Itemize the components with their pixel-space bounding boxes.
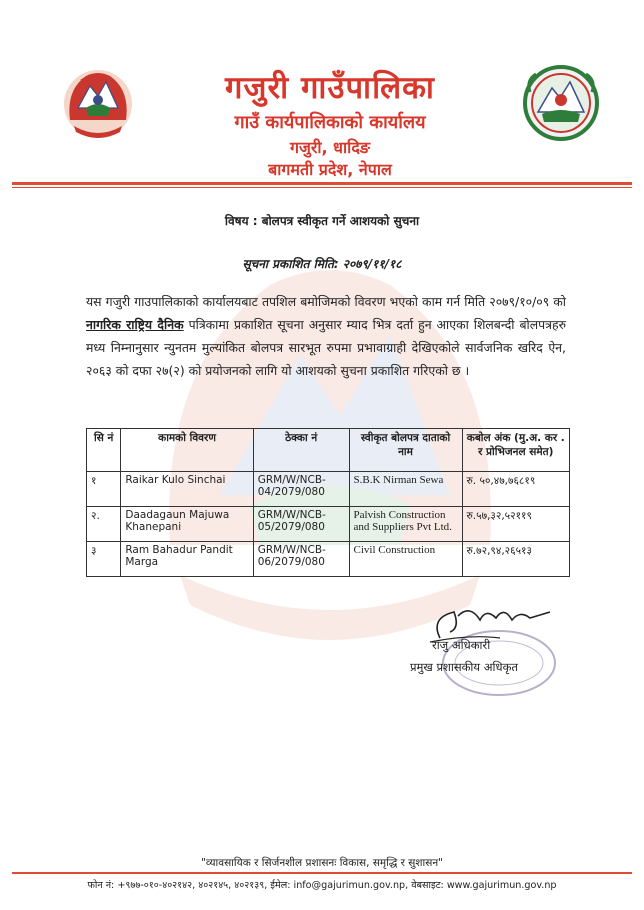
notice-body-part2: पत्रिकामा प्रकाशित सूचना अनुसार म्याद भित्र दर्ता हुन आएका शिलबन्दी बोलपत्रहरु मध्य निम्नानुसार न्युनतम मुल्यांकित बोलपत्र सारभूत रुपमा प्रभावाग्राही देखिएकोले सार्वजनिक खरिद ऐन, २०६३ को दफा २७(२) को प्रयोजनको लागि यो आशयको सुचना प्रकाशित गरिएको छ । bbox=[86, 317, 566, 378]
cell-contract: GRM/W/NCB-05/2079/080 bbox=[253, 507, 349, 542]
cell-serial: ३ bbox=[87, 542, 121, 577]
cell-work: Raikar Kulo Sinchai bbox=[121, 472, 253, 507]
cell-work: Daadagaun Majuwa Khanepani bbox=[121, 507, 253, 542]
cell-amount: रु.५७,३२,५२११९ bbox=[462, 507, 569, 542]
notice-body bbox=[86, 290, 566, 382]
header-rule bbox=[12, 182, 632, 185]
table-row bbox=[87, 542, 570, 577]
cell-work: Ram Bahadur Pandit Marga bbox=[121, 542, 253, 577]
cell-bidder: Civil Construction bbox=[349, 542, 462, 577]
signatory-title: प्रमुख प्रशासकीय अधिकृत bbox=[410, 660, 518, 674]
cell-bidder: Palvish Construction and Suppliers Pvt Ltd. bbox=[349, 507, 462, 542]
notice-body-part1: यस गजुरी गाउपालिकाको कार्यालयबाट तपशिल बमोजिमको विवरण भएको काम गर्न मिति २०७९/१०/०९ को bbox=[86, 294, 566, 309]
municipality-logo-icon bbox=[520, 62, 602, 144]
cell-bidder: S.B.K Nirman Sewa bbox=[349, 472, 462, 507]
footer-motto: "व्यावसायिक र सिर्जनशील प्रशासनः विकास, समृद्धि र सुशासन" bbox=[201, 857, 443, 869]
notice-subject: विषय : बोलपत्र स्वीकृत गर्ने आशयको सुचना bbox=[224, 214, 420, 228]
cell-amount: रु. ५०,४७,७६८१९ bbox=[462, 472, 569, 507]
cell-contract: GRM/W/NCB-04/2079/080 bbox=[253, 472, 349, 507]
col-serial-header: सि नं bbox=[87, 429, 121, 472]
nepal-emblem-icon bbox=[56, 60, 140, 144]
office-location: गजुरी, धादिङ bbox=[289, 138, 371, 157]
signatory-name: राजु अधिकारी bbox=[432, 638, 491, 652]
col-amount-header: कबोल अंक (मु.अ. कर . र प्रोभिजनल समेत) bbox=[462, 429, 569, 472]
cell-serial: १ bbox=[87, 472, 121, 507]
col-contract-header: ठेक्का नं bbox=[253, 429, 349, 472]
bid-table bbox=[86, 428, 570, 577]
office-name: गाउँ कार्यपालिकाको कार्यालय bbox=[234, 112, 426, 133]
col-work-header: कामको विवरण bbox=[121, 429, 253, 472]
footer-contact: फोन नं: +९७७-०१०-४०२१४२, ४०२१४५, ४०२१३९, ईमेल: info@gajurimun.gov.np, वेबसाइट: www.gajurimun.gov.np bbox=[87, 880, 557, 891]
cell-serial: २. bbox=[87, 507, 121, 542]
org-name: गजुरी गाउँपालिका bbox=[225, 70, 435, 106]
col-bidder-header: स्वीकृत बोलपत्र दाताको नाम bbox=[349, 429, 462, 472]
published-date: सूचना प्रकाशित मिति: २०७९/११/१८ bbox=[242, 257, 402, 271]
cell-contract: GRM/W/NCB-06/2079/080 bbox=[253, 542, 349, 577]
newspaper-name: नागरिक राष्ट्रिय दैनिक bbox=[86, 317, 184, 332]
table-row bbox=[87, 507, 570, 542]
office-province: बागमती प्रदेश, नेपाल bbox=[268, 160, 392, 179]
header-rule-thin bbox=[12, 187, 632, 188]
footer-rule bbox=[12, 872, 632, 874]
table-header-row bbox=[87, 429, 570, 472]
cell-amount: रु.७२,९४,२६५१३ bbox=[462, 542, 569, 577]
table-row bbox=[87, 472, 570, 507]
